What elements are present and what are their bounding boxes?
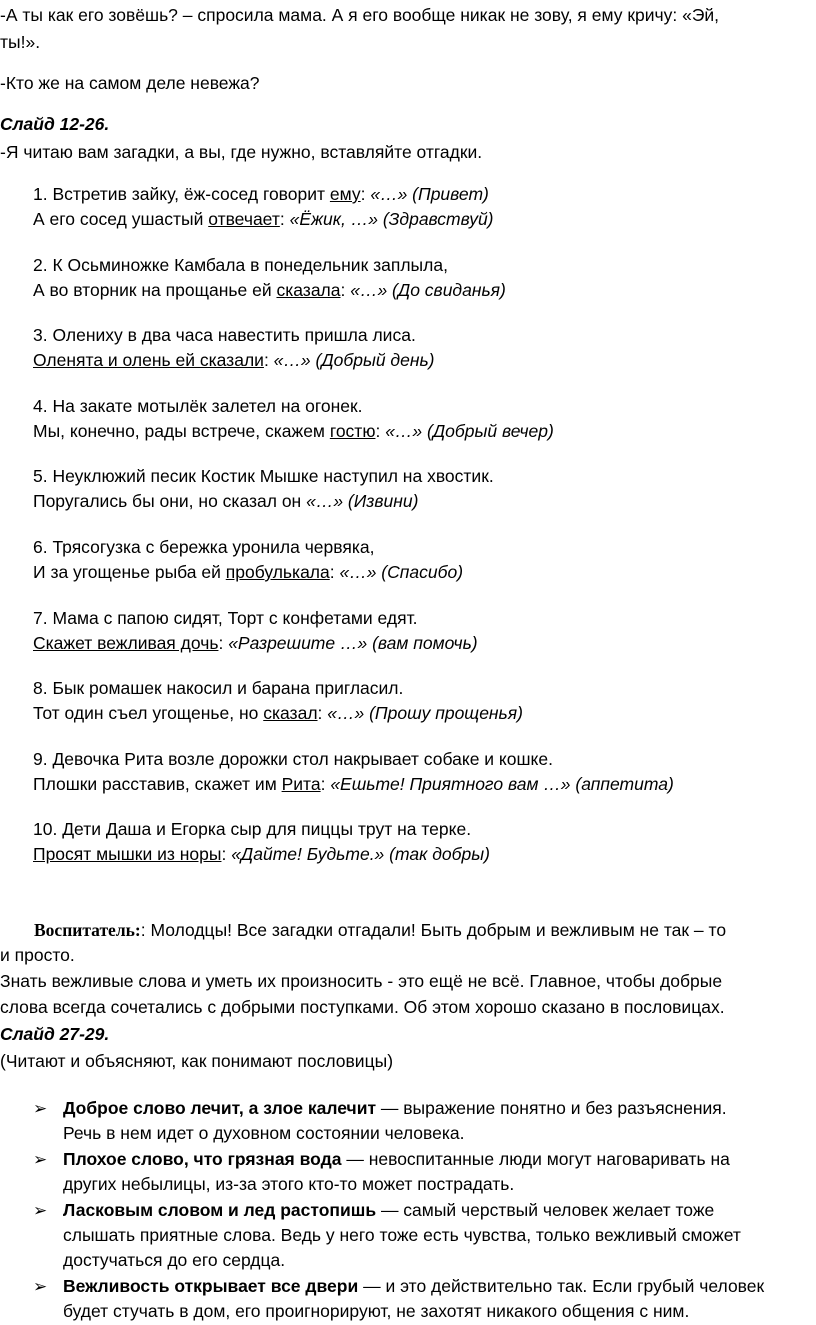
proverb-explanation-line: слышать приятные слова. Ведь у него тоже есть чувства, только вежливый сможет xyxy=(63,1225,741,1245)
riddle-punct: : xyxy=(375,421,386,441)
riddle-answer: «…» (Прошу прощенья) xyxy=(327,703,523,723)
proverb-explanation-line: будет стучать в дом, его проигнорируют, не захотят никакого общения с ним. xyxy=(63,1301,690,1321)
riddle-text: 2. К Осьминожке Камбала в понедельник заплыла, xyxy=(33,255,448,275)
riddle-answer: «Дайте! Будьте.» (так добры) xyxy=(231,844,490,864)
proverb-explanation: — и это действительно так. Если грубый человек xyxy=(358,1276,765,1296)
riddle-punct: : xyxy=(320,774,331,794)
riddle-underlined: отвечает xyxy=(208,209,280,229)
riddle-line-1 xyxy=(33,394,362,419)
riddle-answer: «Ёжик, …» (Здравствуй) xyxy=(289,209,494,229)
riddle-text: А его сосед ушастый xyxy=(33,209,209,229)
riddle-punct: : xyxy=(317,703,328,723)
proverb-item xyxy=(63,1147,730,1172)
proverb-title: Ласковым словом и лед растопишь xyxy=(63,1200,377,1220)
proverb-explanation-line: достучаться до его сердца. xyxy=(63,1250,286,1270)
teacher-label: Воспитатель: xyxy=(34,920,141,940)
riddle-answer: «…» (Извини) xyxy=(306,491,419,511)
riddle-text: 8. Бык ромашек накосил и барана пригласил. xyxy=(33,678,404,698)
paragraph-line-2: слова всегда сочетались с добрыми поступками. Об этом хорошо сказано в пословицах. xyxy=(0,997,725,1017)
arrow-bullet-icon: ➢ xyxy=(33,1099,48,1118)
riddle-underlined: гостю xyxy=(329,421,376,441)
riddle-underlined: Оленята и олень ей сказали xyxy=(33,350,264,370)
proverb-explanation-line: других небылицы, из-за этого кто-то может пострадать. xyxy=(63,1174,515,1194)
riddle-line-1 xyxy=(33,606,418,631)
arrow-bullet-icon: ➢ xyxy=(33,1150,48,1169)
riddle-answer: «…» (Добрый день) xyxy=(273,350,435,370)
riddle-line-1 xyxy=(33,253,448,278)
riddle-line-1 xyxy=(33,182,489,207)
riddle-answer: «…» (До свиданья) xyxy=(350,280,506,300)
proverb-title: Вежливость открывает все двери xyxy=(63,1276,359,1296)
teacher-colon: : xyxy=(140,920,146,940)
riddle-answer: «Разрешите …» (вам помочь) xyxy=(228,633,478,653)
riddle-line-1 xyxy=(33,676,403,701)
riddle-text: Поругались бы они, но сказал он xyxy=(33,491,307,511)
riddle-text: 1. Встретив зайку, ёж-сосед говорит xyxy=(33,184,330,204)
riddle-text: 5. Неуклюжий песик Костик Мышке наступил на хвостик. xyxy=(33,466,494,486)
riddle-line-2 xyxy=(33,772,674,797)
riddle-line-2 xyxy=(33,348,435,373)
proverb-explanation-line: Речь в нем идет о духовном состоянии человека. xyxy=(63,1123,465,1143)
riddle-line-2 xyxy=(33,489,418,514)
riddle-text: 3. Олениху в два часа навестить пришла лиса. xyxy=(33,325,416,345)
arrow-bullet-icon: ➢ xyxy=(33,1277,48,1296)
proverb-title: Доброе слово лечит, а злое калечит xyxy=(63,1098,377,1118)
riddle-line-1 xyxy=(33,535,375,560)
riddle-punct: : xyxy=(218,633,229,653)
riddle-text: 6. Трясогузка с бережка уронила червяка, xyxy=(33,537,375,557)
teacher-line-1 xyxy=(0,918,726,943)
proverb-explanation: — самый черствый человек желает тоже xyxy=(376,1200,715,1220)
riddle-text: А во вторник на прощанье ей xyxy=(33,280,277,300)
riddle-underlined: Рита xyxy=(281,774,321,794)
riddle-text: Тот один съел угощенье, но xyxy=(33,703,264,723)
riddle-text: Плошки расставив, скажет им xyxy=(33,774,282,794)
riddle-punct: : xyxy=(340,280,351,300)
slide-instruction: -Я читаю вам загадки, а вы, где нужно, вставляйте отгадки. xyxy=(0,142,483,162)
proverb-item xyxy=(63,1198,714,1223)
riddle-line-1 xyxy=(33,464,494,489)
riddle-answer: «…» (Спасибо) xyxy=(339,562,464,582)
riddle-punct: : xyxy=(221,844,232,864)
proverb-title: Плохое слово, что грязная вода xyxy=(63,1149,342,1169)
teacher-text-1: Молодцы! Все загадки отгадали! Быть добрым и вежливым не так – то xyxy=(145,920,727,940)
riddle-underlined: пробулькала xyxy=(225,562,330,582)
proverb-item xyxy=(63,1096,727,1121)
riddle-text: 10. Дети Даша и Егорка сыр для пиццы трут на терке. xyxy=(33,819,472,839)
intro-line-1: -А ты как его зовёшь? – спросила мама. А я его вообще никак не зову, я ему кричу: «Эй, xyxy=(0,5,720,25)
riddle-underlined: Просят мышки из норы xyxy=(33,844,222,864)
riddle-line-2 xyxy=(33,560,463,585)
riddle-punct: : xyxy=(360,184,371,204)
proverb-explanation: — выражение понятно и без разъяснения. xyxy=(376,1098,727,1118)
riddle-line-2 xyxy=(33,701,523,726)
riddle-line-1 xyxy=(33,323,416,348)
riddle-line-2 xyxy=(33,207,494,232)
riddle-line-1 xyxy=(33,817,471,842)
proverb-item xyxy=(63,1274,764,1299)
riddle-line-2 xyxy=(33,419,554,444)
paragraph-line-1: Знать вежливые слова и уметь их произносить - это ещё не всё. Главное, чтобы добрые xyxy=(0,971,723,991)
riddle-text: 9. Девочка Рита возле дорожки стол накрывает собаке и кошке. xyxy=(33,749,553,769)
riddle-underlined: ему xyxy=(329,184,361,204)
riddle-punct: : xyxy=(329,562,340,582)
slide-title-2: Слайд 27-29. xyxy=(0,1024,110,1044)
riddle-answer: «…» (Добрый вечер) xyxy=(385,421,554,441)
slide-note: (Читают и объясняют, как понимают пословицы) xyxy=(0,1051,394,1071)
riddle-underlined: сказала xyxy=(276,280,341,300)
riddle-line-2 xyxy=(33,842,490,867)
riddle-answer: «Ешьте! Приятного вам …» (аппетита) xyxy=(330,774,674,794)
riddle-text: Мы, конечно, рады встрече, скажем xyxy=(33,421,330,441)
slide-title-1: Слайд 12-26. xyxy=(0,114,110,134)
riddle-punct: : xyxy=(279,209,290,229)
intro-line-2: ты!». xyxy=(0,32,41,52)
riddle-text: 4. На закате мотылёк залетел на огонек. xyxy=(33,396,363,416)
riddle-line-2 xyxy=(33,631,478,656)
riddle-text: 7. Мама с папою сидят, Торт с конфетами едят. xyxy=(33,608,418,628)
riddle-underlined: сказал xyxy=(263,703,318,723)
intro-question: -Кто же на самом деле невежа? xyxy=(0,73,260,93)
arrow-bullet-icon: ➢ xyxy=(33,1201,48,1220)
riddle-text: И за угощенье рыба ей xyxy=(33,562,226,582)
teacher-line-2: и просто. xyxy=(0,945,75,965)
riddle-punct: : xyxy=(263,350,274,370)
riddle-answer: «…» (Привет) xyxy=(370,184,489,204)
proverb-explanation: — невоспитанные люди могут наговаривать на xyxy=(341,1149,730,1169)
riddle-line-2 xyxy=(33,278,506,303)
riddle-underlined: Скажет вежливая дочь xyxy=(33,633,219,653)
riddle-line-1 xyxy=(33,747,553,772)
